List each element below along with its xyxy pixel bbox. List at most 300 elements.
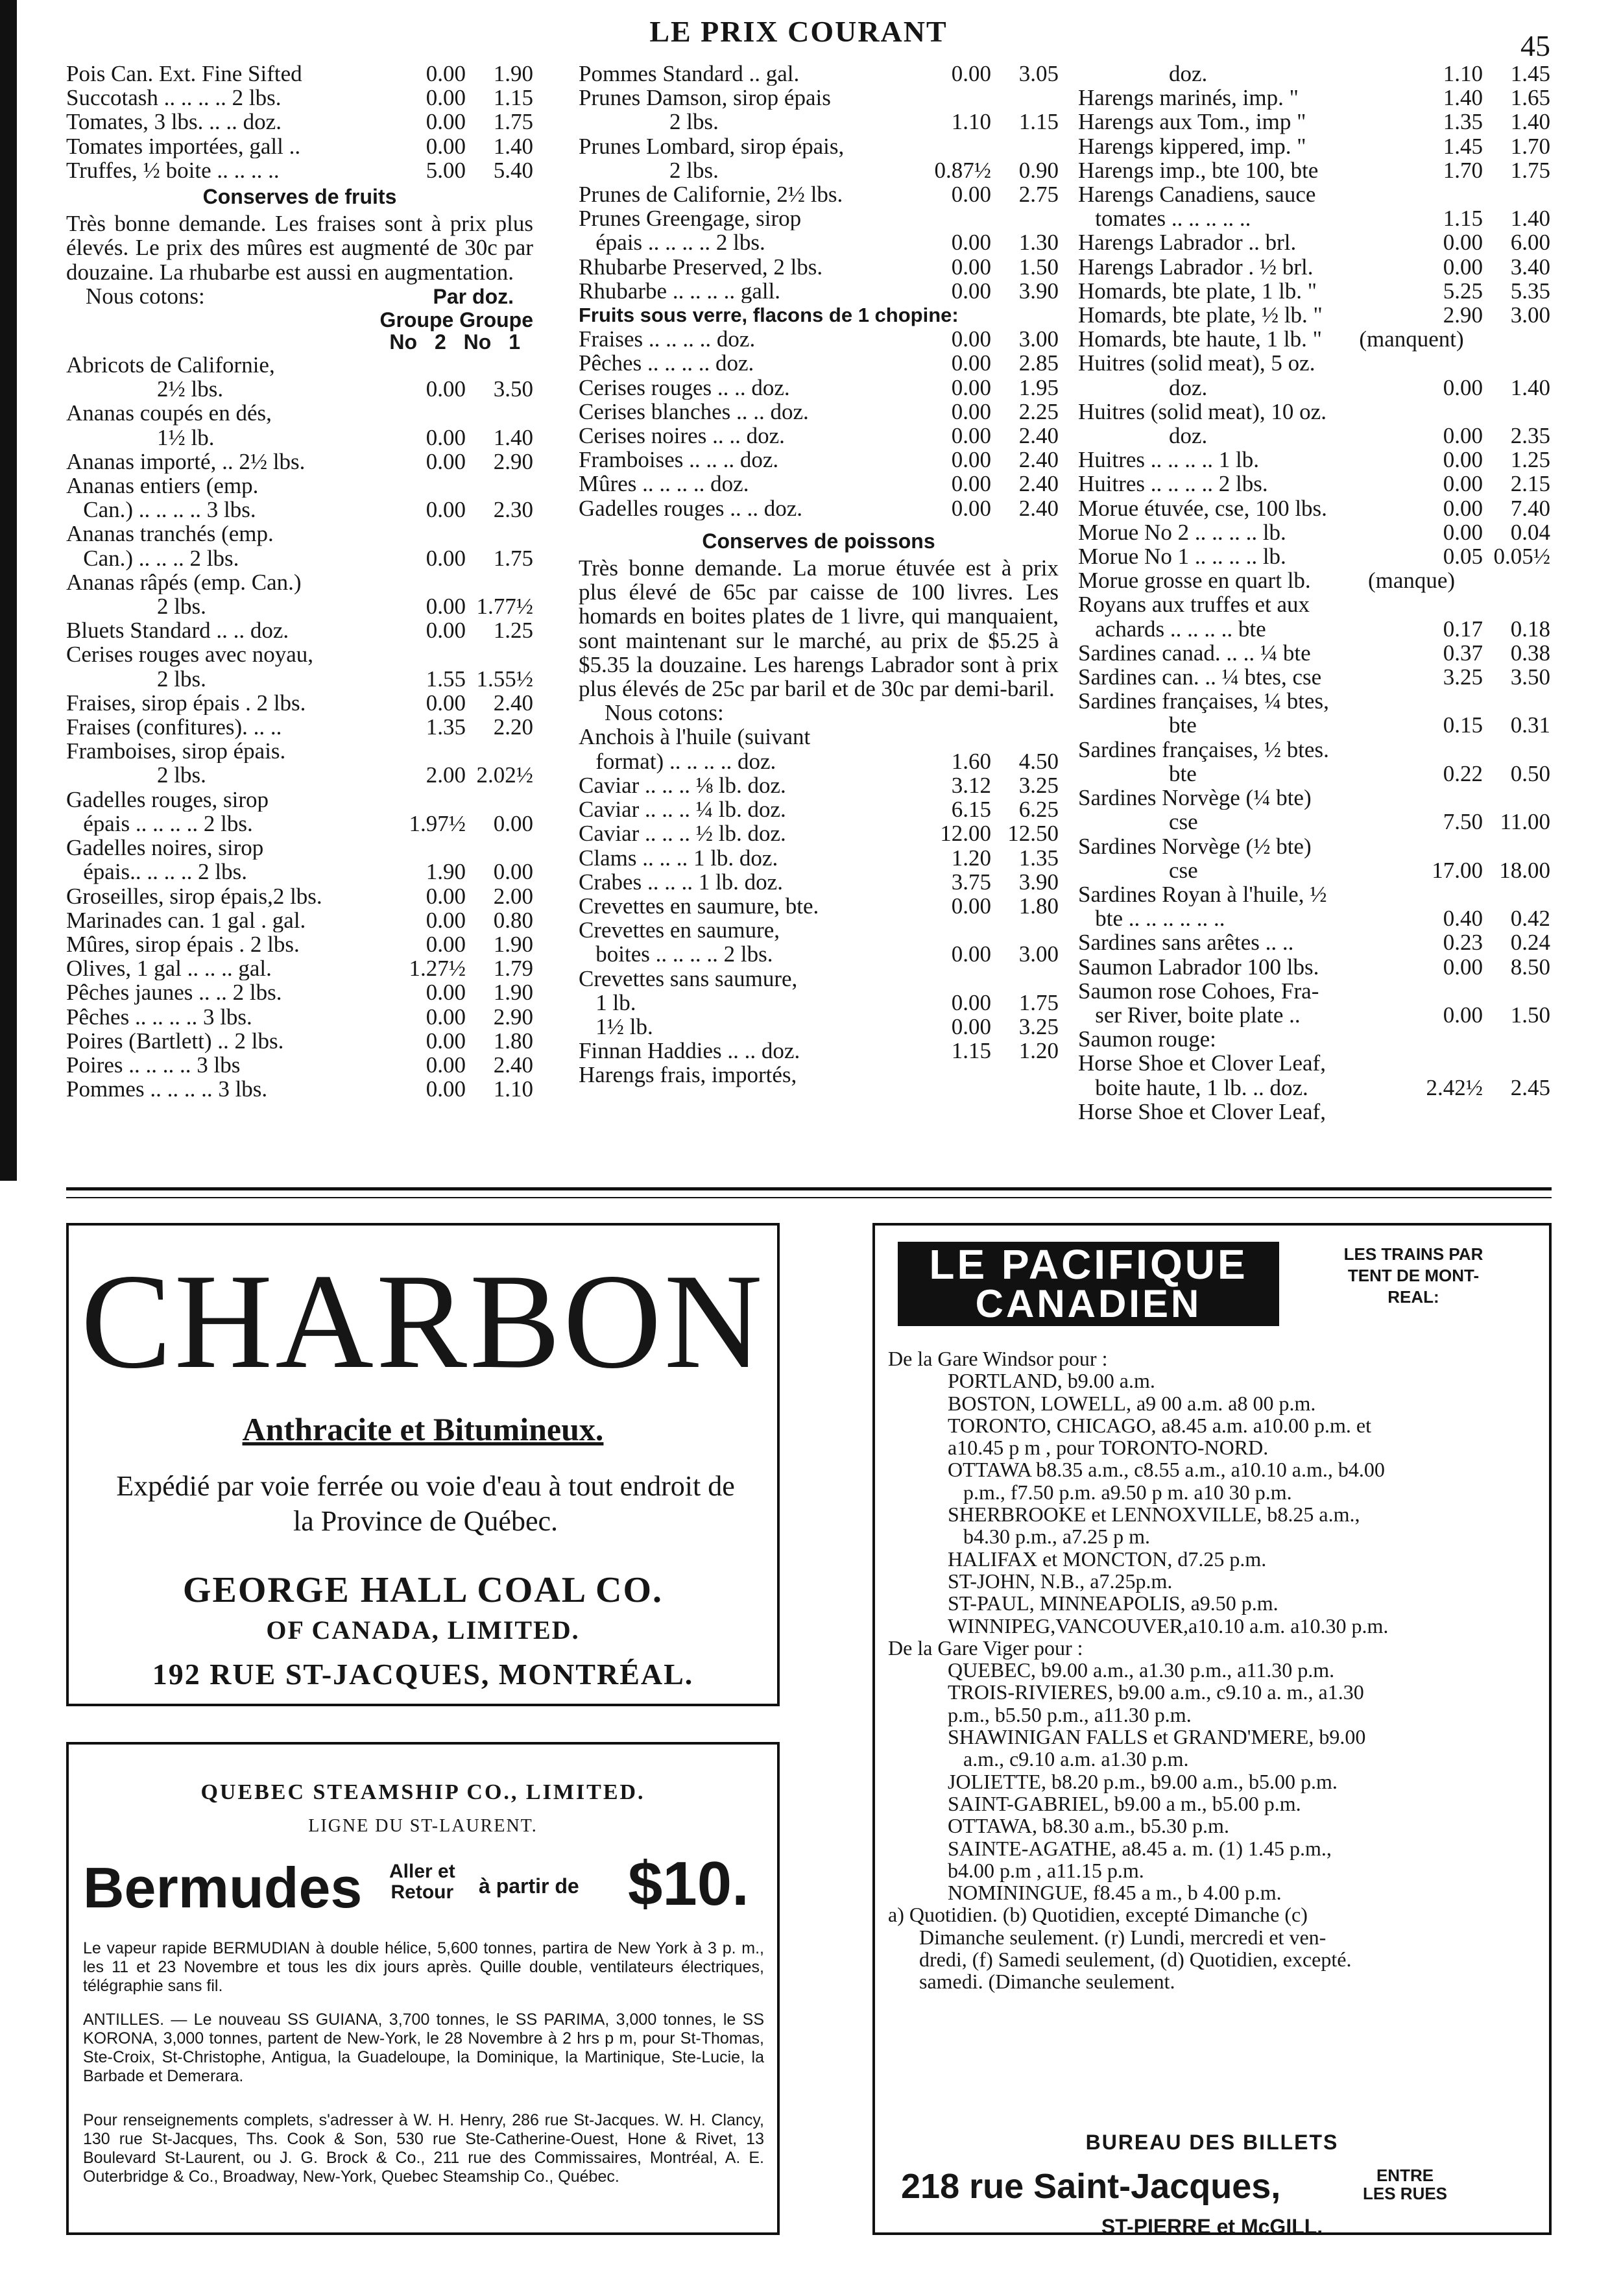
nous-cotons-label-2: Nous cotons:	[605, 700, 724, 726]
item-label: Sardines canad. .. .. ¼ bte	[1078, 640, 1311, 666]
schedule-line: ST-PAUL, MINNEAPOLIS, a9.50 p.m.	[948, 1591, 1279, 1615]
poissons-market-note: Très bonne demande. La morue étuvée est à prix plus élevé de 65c par caisse de 100 livres. Les homards en boites plates de 1 livre, qui manquaient, sont maintenant sur le marché, au prix de $5.25 à $5.35 la douzaine. Les harengs Labrador sont à prix plus élevés de 25c par baril et de 30c par demi-baril.	[579, 555, 1059, 702]
price-row	[579, 725, 1059, 749]
price-group-2: 0.00	[426, 1028, 466, 1054]
item-label: doz.	[1078, 375, 1208, 400]
price-group-1: 0.18	[1510, 616, 1550, 642]
item-label: Gadelles rouges .. .. doz.	[579, 496, 803, 520]
price-row	[579, 797, 1059, 821]
price-row	[579, 134, 1059, 158]
item-label: bte	[1078, 761, 1197, 786]
item-label: Crabes .. .. .. 1 lb. doz.	[579, 869, 783, 894]
item-label: 2 lbs.	[579, 158, 719, 183]
item-label: Clams .. .. .. 1 lb. doz.	[579, 845, 778, 870]
item-label: 2 lbs.	[66, 763, 206, 788]
price-row	[1078, 810, 1550, 834]
price-row	[1078, 206, 1550, 230]
price-group-2: 0.00	[1443, 423, 1483, 449]
price-group-1: 2.02½	[476, 762, 533, 788]
price-group-2: (manquent)	[1359, 326, 1464, 352]
retour-label: Retour	[390, 1881, 454, 1903]
item-label: Finnan Haddies .. .. doz.	[579, 1039, 800, 1063]
price-row	[66, 860, 533, 884]
item-label: Sardines Norvège (¼ bte)	[1078, 786, 1312, 810]
price-row	[579, 158, 1059, 182]
item-label: Morue No 2 .. .. .. .. lb.	[1078, 520, 1286, 545]
price-group-2: 0.00	[951, 447, 991, 473]
schedule-line: PORTLAND, b9.00 a.m.	[948, 1369, 1155, 1393]
price-row	[1078, 472, 1550, 496]
price-group-2: 1.35	[426, 714, 466, 740]
price-group-1: 1.80	[1018, 893, 1059, 919]
price-row	[1078, 327, 1550, 351]
price-column-1	[66, 62, 533, 1101]
price-row	[66, 546, 533, 570]
schedule-line: SAINT-GABRIEL, b9.00 a m., b5.00 p.m.	[948, 1791, 1301, 1815]
price-row	[1078, 520, 1550, 544]
item-label: Framboises, sirop épais.	[66, 739, 286, 764]
price-group-1: 1.45	[1510, 61, 1550, 86]
price-group-2: 0.00	[426, 109, 466, 135]
price-group-1: 2.40	[493, 690, 533, 716]
price-row	[579, 62, 1059, 86]
price-row	[66, 691, 533, 715]
price-row	[579, 255, 1059, 279]
price-group-2: 2.42½	[1426, 1074, 1483, 1100]
price-group-1: 0.50	[1510, 760, 1550, 786]
price-tag: $10.	[628, 1849, 749, 1918]
price-row	[579, 448, 1059, 472]
price-group-1: 2.30	[493, 497, 533, 523]
price-group-2: 0.00	[426, 85, 466, 111]
item-label: Succotash .. .. .. .. 2 lbs.	[66, 86, 282, 110]
price-row	[579, 846, 1059, 870]
item-label: Harengs aux Tom., imp "	[1078, 110, 1306, 134]
item-label: Marinades can. 1 gal . gal.	[66, 908, 306, 932]
price-row	[66, 353, 533, 377]
ticket-office-address: 218 rue Saint-Jacques,	[901, 2167, 1281, 2206]
item-label: Gadelles noires, sirop	[66, 836, 264, 860]
price-row	[579, 773, 1059, 797]
aller-retour-label	[389, 1861, 455, 1903]
schedule-line: SHAWINIGAN FALLS et GRAND'MERE, b9.00	[948, 1725, 1366, 1749]
price-group-2: 3.12	[951, 772, 991, 798]
price-group-2: 17.00	[1432, 857, 1483, 883]
price-row	[1078, 882, 1550, 906]
item-label: Abricots de Californie,	[66, 353, 275, 378]
price-row	[66, 739, 533, 763]
price-group-1: 1.40	[1510, 206, 1550, 232]
price-group-1: 6.25	[1018, 797, 1059, 823]
schedule-line: samedi. (Dimanche seulement.	[888, 1970, 1175, 1994]
price-row	[579, 821, 1059, 845]
item-label: Saumon Labrador 100 lbs.	[1078, 954, 1319, 979]
price-group-2: 0.00	[1443, 954, 1483, 980]
item-label: Prunes Greengage, sirop	[579, 206, 802, 231]
item-label: Ananas coupés en dés,	[66, 401, 272, 426]
price-group-2: 5.25	[1443, 278, 1483, 304]
price-row	[1078, 834, 1550, 858]
price-group-1: 0.31	[1510, 712, 1550, 738]
section-title-conserves-poissons: Conserves de poissons	[702, 529, 935, 553]
price-row	[579, 991, 1059, 1015]
price-group-2: 0.00	[426, 1076, 466, 1102]
item-label: Morue grosse en quart lb.	[1078, 568, 1311, 593]
price-group-2: 2.90	[1443, 302, 1483, 328]
scan-edge-bar	[0, 0, 17, 1181]
price-group-2: 0.00	[951, 182, 991, 208]
price-row	[1078, 930, 1550, 954]
item-label: Gadelles rouges, sirop	[66, 787, 269, 812]
price-group-1: 3.50	[493, 376, 533, 402]
price-group-2: 1.20	[951, 845, 991, 871]
price-group-2: 0.00	[426, 883, 466, 909]
schedule-line: b4.00 p.m , a11.15 p.m.	[948, 1858, 1144, 1882]
price-group-2: 0.87½	[934, 157, 991, 183]
price-group-2: 0.00	[951, 61, 991, 86]
price-row	[579, 230, 1059, 254]
item-label: Anchois à l'huile (suivant	[579, 725, 811, 749]
divider-rule	[66, 1187, 1552, 1190]
price-group-1: 3.90	[1018, 278, 1059, 304]
item-label: Can.) .. .. .. .. 3 lbs.	[66, 498, 256, 522]
price-group-2: 0.00	[426, 133, 466, 159]
item-label: Fraises .. .. .. .. doz.	[579, 327, 756, 352]
item-label: Cerises blanches .. .. doz.	[579, 399, 809, 424]
item-label: Sardines françaises, ½ btes.	[1078, 737, 1329, 762]
schedule-line: Dimanche seulement. (r) Lundi, mercredi et ven-	[888, 1925, 1327, 1949]
price-group-2: (manque)	[1367, 568, 1456, 594]
price-row	[66, 715, 533, 739]
item-label: Crevettes en saumure,	[579, 918, 780, 943]
price-row	[66, 618, 533, 642]
price-row	[66, 836, 533, 860]
price-group-1: 1.75	[493, 545, 533, 571]
price-group-1: 2.40	[1018, 447, 1059, 473]
item-label: Harengs kippered, imp. "	[1078, 134, 1306, 158]
price-group-1: 1.55½	[476, 666, 533, 692]
price-group-2: 0.22	[1443, 760, 1483, 786]
price-row	[66, 667, 533, 691]
page-number: 45	[1520, 29, 1550, 62]
price-row	[579, 182, 1059, 206]
price-row	[1078, 279, 1550, 303]
charbon-company: GEORGE HALL COAL CO.	[182, 1570, 664, 1610]
price-row	[1078, 762, 1550, 786]
item-label: achards .. .. .. .. bte	[1078, 616, 1266, 641]
item-label: Huitres .. .. .. .. 2 lbs.	[1078, 472, 1268, 496]
price-group-1: 1.80	[493, 1028, 533, 1054]
price-group-1: 3.05	[1018, 61, 1059, 86]
item-label: Pommes Standard .. gal.	[579, 62, 800, 86]
schedule-line: NOMININGUE, f8.45 a m., b 4.00 p.m.	[948, 1881, 1282, 1905]
item-label: Crevettes en saumure, bte.	[579, 893, 819, 919]
item-label: Harengs Labrador . ½ brl.	[1078, 254, 1314, 279]
quebec-steamship-advertisement	[66, 1742, 780, 2235]
item-label: Sardines Norvège (½ bte)	[1078, 834, 1312, 858]
price-row	[579, 1039, 1059, 1063]
price-group-2: 0.00	[951, 1013, 991, 1039]
price-group-2: 0.37	[1443, 640, 1483, 666]
price-group-1: 0.04	[1510, 519, 1550, 545]
price-group-1: 3.40	[1510, 254, 1550, 280]
price-row	[1078, 86, 1550, 110]
item-label: Huitres (solid meat), 10 oz.	[1078, 399, 1327, 424]
item-label: Saumon rouge:	[1078, 1027, 1216, 1052]
price-group-2: 0.00	[951, 326, 991, 352]
price-row	[579, 942, 1059, 966]
price-group-1: 1.79	[493, 956, 533, 982]
price-row	[1078, 713, 1550, 737]
price-group-1: 1.75	[493, 109, 533, 135]
item-label: Poires (Bartlett) .. 2 lbs.	[66, 1028, 284, 1053]
price-row	[66, 594, 533, 618]
price-group-2: 0.00	[426, 618, 466, 644]
price-row	[579, 749, 1059, 773]
price-group-1: 2.40	[1018, 423, 1059, 449]
schedule-line: dredi, (f) Samedi seulement, (d) Quotidien, excepté.	[888, 1948, 1352, 1972]
price-row	[579, 351, 1059, 375]
price-group-1: 2.00	[493, 883, 533, 909]
price-row	[579, 472, 1059, 496]
steamship-line: LIGNE DU ST-LAURENT.	[308, 1816, 538, 1836]
price-row	[66, 884, 533, 908]
item-label: Homards, bte haute, 1 lb. "	[1078, 327, 1322, 352]
price-group-1: 18.00	[1499, 857, 1550, 883]
les-rues-label: LES RUES	[1363, 2184, 1448, 2203]
price-group-1: 11.00	[1500, 809, 1550, 835]
item-label: Sardines can. .. ¼ btes, cse	[1078, 665, 1322, 690]
price-group-1: 1.75	[1510, 157, 1550, 183]
item-label: Caviar .. .. .. ⅛ lb. doz.	[579, 773, 786, 798]
schedule-line: SAINTE-AGATHE, a8.45 a. m. (1) 1.45 p.m.,	[948, 1836, 1332, 1860]
item-label: Pêches .. .. .. .. 3 lbs.	[66, 1004, 252, 1029]
item-label: Sardines sans arêtes .. ..	[1078, 930, 1294, 955]
schedule-line: De la Gare Viger pour :	[888, 1636, 1083, 1660]
price-row	[1078, 858, 1550, 882]
cross-streets: ST-PIERRE et McGILL.	[1101, 2215, 1323, 2238]
item-label: bte .. .. .. .. .. ..	[1078, 906, 1225, 931]
price-group-2: 1.15	[951, 1038, 991, 1064]
price-group-2: 2.00	[426, 762, 466, 788]
price-row	[1078, 1003, 1550, 1027]
charbon-title: CHARBON	[80, 1246, 765, 1397]
price-row	[1078, 641, 1550, 665]
price-row	[66, 522, 533, 546]
item-label: Harengs Canadiens, sauce	[1078, 182, 1316, 207]
price-row	[66, 110, 533, 134]
price-group-2: 0.00	[951, 278, 991, 304]
price-row	[1078, 568, 1550, 592]
price-row	[66, 570, 533, 594]
price-row	[66, 426, 533, 450]
price-row	[66, 1077, 533, 1101]
price-row	[66, 158, 533, 182]
price-group-2: 1.40	[1443, 85, 1483, 111]
price-group-1: 3.50	[1510, 664, 1550, 690]
price-group-1: 1.90	[493, 980, 533, 1006]
item-label: Cerises rouges avec noyau,	[66, 642, 313, 667]
nous-cotons-label: Nous cotons:	[86, 284, 205, 309]
price-row	[579, 1063, 1059, 1087]
item-label: Morue étuvée, cse, 100 lbs.	[1078, 496, 1327, 520]
item-label: Cerises rouges .. .. doz.	[579, 375, 790, 400]
price-group-1: 1.15	[1018, 109, 1059, 135]
par-doz-label: Par doz.	[433, 284, 514, 308]
price-group-2: 1.60	[951, 748, 991, 774]
price-row	[66, 908, 533, 932]
price-group-1: 2.40	[1018, 495, 1059, 521]
item-label: Pois Can. Ext. Fine Sifted	[66, 62, 302, 86]
price-row	[1078, 592, 1550, 616]
price-row	[579, 376, 1059, 400]
price-group-1: 1.40	[493, 424, 533, 450]
price-row	[66, 86, 533, 110]
a-partir-de-label: à partir de	[479, 1874, 579, 1898]
fruits-sous-verre-heading: Fruits sous verre, flacons de 1 chopine:	[579, 304, 959, 327]
fruit-price-list-2	[579, 62, 1059, 303]
item-label: Sardines françaises, ¼ btes,	[1078, 689, 1329, 714]
price-group-2: 3.75	[951, 869, 991, 895]
item-label: Horse Shoe et Clover Leaf,	[1078, 1099, 1326, 1124]
price-row	[1078, 1076, 1550, 1100]
item-label: boites .. .. .. .. 2 lbs.	[579, 942, 773, 967]
fish-price-list-2	[1078, 62, 1550, 1124]
schedule-line: a) Quotidien. (b) Quotidien, excepté Dimanche (c)	[888, 1903, 1308, 1927]
price-group-1: 1.40	[1510, 109, 1550, 135]
price-group-2: 0.00	[426, 497, 466, 523]
price-row	[1078, 182, 1550, 206]
price-group-1: 3.25	[1018, 1013, 1059, 1039]
price-row	[66, 763, 533, 787]
price-group-1: 0.00	[493, 810, 533, 836]
item-label: Ananas entiers (emp.	[66, 474, 259, 498]
price-group-2: 0.00	[426, 448, 466, 474]
price-group-2: 1.55	[426, 666, 466, 692]
trains-heading-line-2: TENT DE MONT-	[1347, 1266, 1480, 1285]
logo-line-2: CANADIEN	[975, 1282, 1202, 1325]
price-row	[579, 967, 1059, 991]
item-label: Homards, bte plate, ½ lb. "	[1078, 303, 1323, 328]
price-group-2: 1.10	[1443, 61, 1483, 86]
price-group-1: 1.20	[1018, 1038, 1059, 1064]
price-group-1: 0.24	[1510, 930, 1550, 956]
fish-price-list	[579, 725, 1059, 1087]
item-label: Cerises noires .. .. doz.	[579, 424, 785, 448]
price-group-1: 2.20	[493, 714, 533, 740]
schedule-line: TORONTO, CHICAGO, a8.45 a.m. a10.00 p.m. et	[948, 1413, 1371, 1437]
price-group-1: 3.90	[1018, 869, 1059, 895]
group-numbers: No 2 No 1	[389, 330, 520, 354]
item-label: 2 lbs.	[66, 594, 206, 619]
bureau-des-billets: BUREAU DES BILLETS	[1085, 2131, 1339, 2154]
price-group-2: 0.00	[426, 931, 466, 957]
item-label: 2 lbs.	[579, 110, 719, 134]
price-row	[579, 870, 1059, 894]
price-row	[579, 1015, 1059, 1039]
charbon-company-line-2: OF CANADA, LIMITED.	[266, 1615, 580, 1645]
price-group-2: 0.00	[951, 398, 991, 424]
price-row	[1078, 665, 1550, 689]
page-title: LE PRIX COURANT	[649, 15, 948, 48]
price-row	[579, 894, 1059, 918]
schedule-line: JOLIETTE, b8.20 p.m., b9.00 a.m., b5.00 p.m.	[948, 1769, 1338, 1793]
price-group-1: 8.50	[1510, 954, 1550, 980]
price-row	[579, 327, 1059, 351]
price-group-1: 3.00	[1018, 326, 1059, 352]
price-group-1: 1.65	[1510, 85, 1550, 111]
price-group-2: 1.27½	[409, 956, 466, 982]
item-label: Tomates, 3 lbs. .. .. doz.	[66, 110, 282, 134]
item-label: Truffes, ½ boite .. .. .. ..	[66, 158, 280, 183]
price-column-3	[1078, 62, 1550, 1124]
price-group-2: 3.25	[1443, 664, 1483, 690]
item-label: Harengs marinés, imp. "	[1078, 86, 1299, 110]
price-row	[1078, 906, 1550, 930]
price-group-2: 0.40	[1443, 906, 1483, 932]
price-row	[1078, 62, 1550, 86]
price-row	[1078, 351, 1550, 375]
item-label: Harengs imp., bte 100, bte	[1078, 158, 1319, 183]
price-row	[579, 110, 1059, 134]
schedule-line: SHERBROOKE et LENNOXVILLE, b8.25 a.m.,	[948, 1503, 1360, 1527]
item-label: Horse Shoe et Clover Leaf,	[1078, 1051, 1326, 1076]
price-group-2: 0.00	[1443, 230, 1483, 256]
item-label: doz.	[1078, 62, 1208, 86]
price-group-2: 0.00	[426, 61, 466, 86]
price-row	[1078, 1100, 1550, 1124]
price-row	[1078, 1027, 1550, 1051]
price-row	[66, 642, 533, 666]
price-group-1: 1.15	[493, 85, 533, 111]
item-label: Olives, 1 gal .. .. .. gal.	[66, 956, 272, 981]
price-row	[1078, 955, 1550, 979]
price-row	[66, 450, 533, 474]
item-label: Mûres, sirop épais . 2 lbs.	[66, 932, 300, 957]
price-row	[1078, 786, 1550, 810]
divider-rule-thin	[66, 1197, 1552, 1198]
price-group-1: 1.30	[1018, 230, 1059, 256]
schedule-line: p.m., f7.50 p.m. a9.50 p m. a10 30 p.m.	[948, 1480, 1292, 1504]
price-row	[66, 932, 533, 956]
price-group-1: 2.90	[493, 448, 533, 474]
price-row	[1078, 448, 1550, 472]
price-group-1: 4.50	[1018, 748, 1059, 774]
price-group-2: 1.15	[1443, 206, 1483, 232]
price-group-2: 1.35	[1443, 109, 1483, 135]
price-row	[1078, 376, 1550, 400]
price-row	[1078, 158, 1550, 182]
item-label: Poires .. .. .. .. 3 lbs	[66, 1052, 241, 1078]
item-label: Can.) .. .. .. 2 lbs.	[66, 546, 239, 570]
price-group-2: 0.17	[1443, 616, 1483, 642]
price-row	[66, 62, 533, 86]
item-label: Fraises (confitures). .. ..	[66, 715, 282, 740]
item-label: 1½ lb.	[66, 425, 215, 450]
price-group-2: 0.00	[1443, 254, 1483, 280]
price-group-1: 1.25	[493, 618, 533, 644]
fruit-vegetable-list	[66, 62, 533, 182]
price-group-2: 0.00	[951, 989, 991, 1015]
price-row	[579, 206, 1059, 230]
item-label: format) .. .. .. .. doz.	[579, 749, 776, 773]
bermudian-paragraph: Le vapeur rapide BERMUDIAN à double hélice, 5,600 tonnes, partira de New York à 3 p. m., les 11 et 23 Novembre et tous les dix jours après. Quille double, ventilateurs électriques, télégraphie sans fil.	[83, 1939, 764, 1995]
item-label: Homards, bte plate, 1 lb. "	[1078, 278, 1317, 304]
item-label: épais .. .. .. .. 2 lbs.	[66, 811, 253, 836]
price-row	[1078, 400, 1550, 424]
item-label: Prunes Damson, sirop épais	[579, 86, 831, 110]
price-group-1: 1.10	[493, 1076, 533, 1102]
